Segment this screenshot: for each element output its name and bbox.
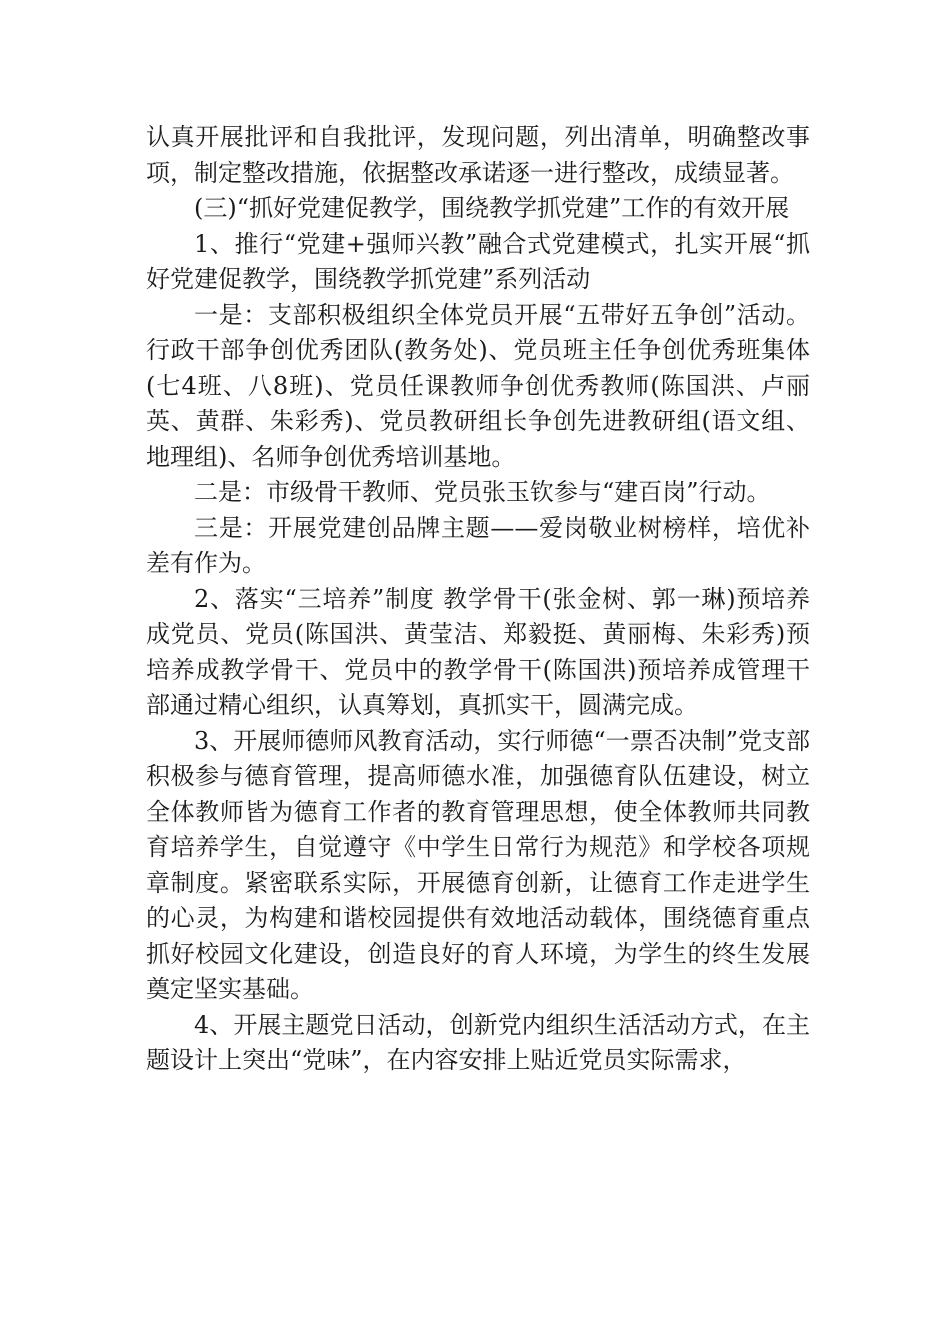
document-body — [146, 120, 810, 1079]
paragraph-continuation: 认真开展批评和自我批评，发现问题，列出清单，明确整改事项，制定整改措施，依据整改承诺逐一进行整改，成绩显著。 — [146, 123, 810, 187]
paragraph-first-point: 一是：支部积极组织全体党员开展“五带好五争创”活动。行政干部争创优秀团队(教务处)、党员班主任争创优秀班集体(七4班、八8班)、党员任课教师争创优秀教师(陈国洪、卢丽英、黄群、朱彩秀)、党员教研组长争创先进教研组(语文组、地理组)、名师争创优秀培训基地。 — [146, 300, 810, 471]
item-paragraph-4: 4、开展主题党日活动，创新党内组织生活活动方式，在主题设计上突出“党味”，在内容安排上贴近党员实际需求， — [146, 1010, 810, 1074]
paragraph-third-point: 三是：开展党建创品牌主题——爱岗敬业树榜样，培优补差有作为。 — [146, 513, 810, 577]
item-paragraph-2: 2、落实“三培养”制度 教学骨干(张金树、郭一琳)预培养成党员、党员(陈国洪、黄莹洁、郑毅挺、黄丽梅、朱彩秀)预培养成教学骨干、党员中的教学骨干(陈国洪)预培养成管理干部通过精心组织，认真筹划，真抓实干，圆满完成。 — [146, 584, 810, 719]
item-paragraph-3: 3、开展师德师风教育活动，实行师德“一票否决制”党支部积极参与德育管理，提高师德水准，加强德育队伍建设，树立全体教师皆为德育工作者的教育管理思想，使全体教师共同教育培养学生，自觉遵守《中学生日常行为规范》和学校各项规章制度。紧密联系实际，开展德育创新，让德育工作走进学生的心灵，为构建和谐校园提供有效地活动载体，围绕德育重点抓好校园文化建设，创造良好的育人环境，为学生的终生发展奠定坚实基础。 — [146, 726, 810, 1003]
section-heading-three: (三)“抓好党建促教学，围绕教学抓党建”工作的有效开展 — [194, 194, 790, 222]
paragraph-second-point: 二是：市级骨干教师、党员张玉钦参与“建百岗”行动。 — [194, 478, 771, 506]
item-heading-1: 1、推行“党建+强师兴教”融合式党建模式，扎实开展“抓好党建促教学，围绕教学抓党建”系列活动 — [146, 229, 810, 293]
